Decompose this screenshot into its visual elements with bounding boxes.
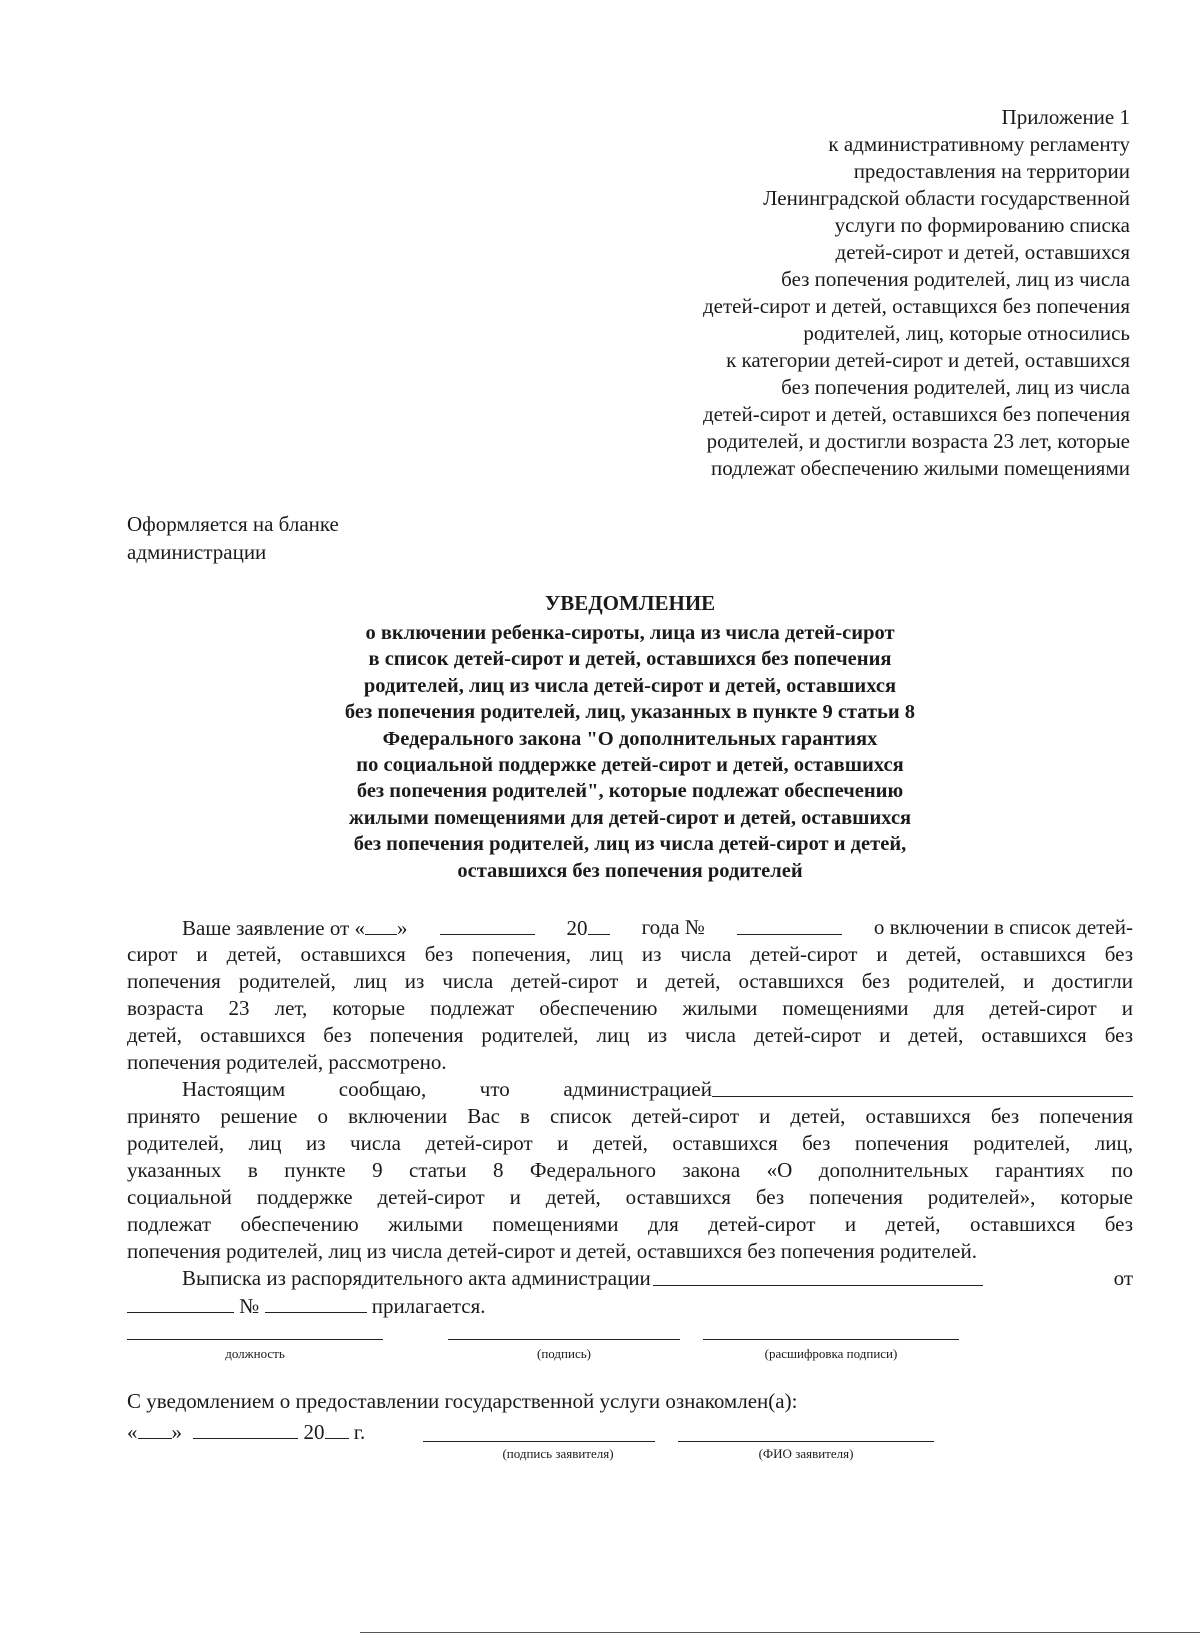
text-fragment: Настоящим [182,1077,286,1101]
text-fragment: » [396,916,408,940]
administration-blank-field[interactable] [712,1076,1133,1097]
paragraph-line: указанных в пункте 9 статьи 8 Федерального закона «О дополнительных гарантиях по [127,1158,1133,1182]
text-fragment: 20 [566,916,588,940]
blank-note-line: администрации [127,540,267,564]
year-blank-field[interactable] [588,914,610,935]
paragraph-line: принято решение о включении Вас в список детей-сирот и детей, оставшихся без попечения [127,1104,1133,1128]
signature-decode-caption: (расшифровка подписи) [764,1346,898,1361]
subtitle-line: жилыми помещениями для детей-сирот и детей, оставшихся [348,806,912,829]
act-date-blank-field[interactable] [127,1292,234,1313]
paragraph-line: родителей, лиц из числа детей-сирот и детей, оставшихся без попечения родителей, лиц, [127,1131,1133,1155]
subtitle-line: в список детей-сирот и детей, оставшихся без попечения [368,648,892,671]
text-fragment: № [239,1294,260,1318]
appendix-line: подлежат обеспечению жилыми помещениями [711,456,1130,480]
text-fragment: администрацией [563,1077,712,1101]
subtitle-line: родителей, лиц из числа детей-сирот и детей, оставшихся [363,674,897,697]
ack-year-blank-field[interactable] [325,1418,349,1439]
paragraph-decision [127,1076,1133,1265]
page-bottom-rule [360,1632,1200,1633]
signature-line[interactable] [448,1339,680,1340]
appendix-header [600,104,1130,482]
text-fragment: » [171,1420,182,1444]
subtitle-line: по социальной поддержке детей-сирот и детей, оставшихся [356,754,904,777]
acknowledgement-text: С уведомлением о предоставлении государственной услуги ознакомлен(а): [127,1389,798,1413]
text-fragment: о включении в список детей- [873,915,1133,939]
applicant-signature-caption: (подпись заявителя) [502,1446,614,1461]
appendix-line: родителей, лиц, которые относились [803,321,1130,345]
paragraph-extract [127,1265,1133,1319]
text-fragment: « [127,1420,138,1444]
paragraph-line: сирот и детей, оставшихся без попечения, лиц из числа детей-сирот и детей, оставшихся без [127,942,1133,966]
act-blank-field[interactable] [653,1265,983,1286]
subtitle-line: без попечения родителей, лиц из числа детей-сирот и детей, [353,833,907,856]
text-fragment: года № [641,915,705,939]
appendix-line: к категории детей-сирот и детей, оставшихся [726,348,1130,372]
paragraph-line: возраста 23 лет, которые подлежат обеспечению жилыми помещениями для детей-сирот и [127,996,1133,1020]
paragraph-line: социальной поддержке детей-сирот и детей, оставшихся без попечения родителей», которые [127,1185,1133,1209]
text-fragment: прилагается. [371,1294,486,1318]
subtitle-line: Федерального закона "О дополнительных гарантиях [382,727,878,750]
appendix-line: услуги по формированию списка [834,213,1130,237]
appendix-line: детей-сирот и детей, оставшихся без попечения [702,402,1130,426]
paragraph-line: попечения родителей, лиц из числа детей-сирот и детей, оставшихся без родителей, и достигли [127,969,1133,993]
ack-day-blank-field[interactable] [138,1418,172,1439]
position-line[interactable] [127,1339,383,1340]
blank-note [127,510,427,566]
appendix-line: без попечения родителей, лиц из числа [781,267,1130,291]
text-fragment: Выписка из распорядительного акта администрации [182,1266,651,1290]
paragraph-application [127,914,1133,1076]
paragraph-line [127,1076,1133,1103]
text-fragment: сообщаю, [338,1077,427,1101]
appendix-line: Ленинградской области государственной [763,186,1130,210]
applicant-signature-line[interactable] [423,1441,655,1442]
paragraph-line [127,914,1133,941]
day-blank-field[interactable] [365,914,397,935]
notice-title: УВЕДОМЛЕНИЕ [544,591,716,615]
paragraph-line: детей, оставшихся без попечения родителей, лиц из числа детей-сирот и детей, оставшихся без [127,1023,1133,1047]
signature-caption: (подпись) [537,1346,591,1361]
appendix-line: предоставления на территории [853,159,1130,183]
subtitle-line: без попечения родителей", которые подлежат обеспечению [356,780,904,803]
paragraph-line [127,1265,1133,1292]
subtitle-line: оставшихся без попечения родителей [457,859,803,882]
appendix-line: детей-сирот и детей, оставщихся без попечения [702,294,1130,318]
paragraph-line [127,1292,1133,1319]
appendix-line: детей-сирот и детей, оставшихся [835,240,1130,264]
appendix-line: Приложение 1 [1001,105,1130,129]
text-fragment: от [1113,1266,1133,1290]
acknowledgement-date [127,1418,365,1445]
text-fragment: 20 [303,1420,325,1444]
paragraph-line: попечения родителей, рассмотрено. [127,1050,447,1074]
text-fragment: Ваше заявление от « [182,916,365,940]
ack-month-blank-field[interactable] [193,1418,298,1439]
blank-note-line: Оформляется на бланке [127,512,339,536]
paragraph-line: попечения родителей, лиц из числа детей-сирот и детей, оставшихся без попечения родителей. [127,1239,977,1263]
act-number-blank-field[interactable] [265,1292,367,1313]
notice-subtitle [200,620,1060,884]
appendix-line: родителей, и достигли возраста 23 лет, которые [706,429,1130,453]
applicant-name-line[interactable] [678,1441,934,1442]
month-blank-field[interactable] [440,914,535,935]
text-fragment: г. [353,1420,366,1444]
signature-decode-line[interactable] [703,1339,959,1340]
applicant-name-caption: (ФИО заявителя) [758,1446,854,1461]
subtitle-line: без попечения родителей, лиц, указанных в пункте 9 статьи 8 [344,701,916,724]
paragraph-line: подлежат обеспечению жилыми помещениями для детей-сирот и детей, оставшихся без [127,1212,1133,1236]
subtitle-line: о включении ребенка-сироты, лица из числа детей-сирот [365,622,895,644]
number-blank-field[interactable] [737,914,842,935]
appendix-line: без попечения родителей, лиц из числа [781,375,1130,399]
text-fragment: что [479,1077,510,1101]
appendix-line: к административному регламенту [828,132,1130,156]
position-caption: должность [225,1346,285,1361]
